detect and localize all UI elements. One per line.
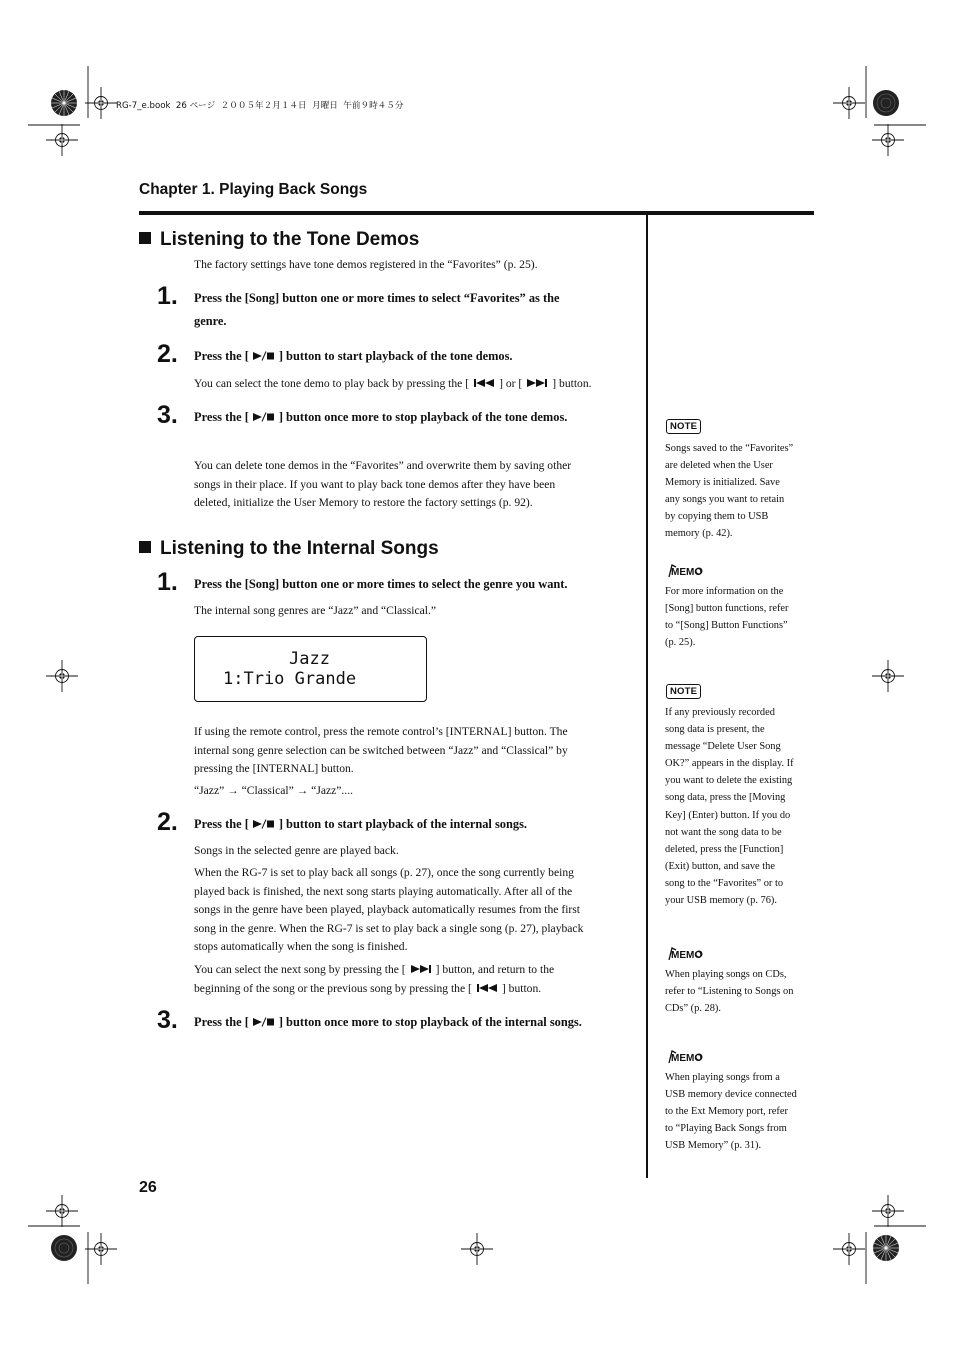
step-text-line: genre. <box>194 314 227 328</box>
memo-icon <box>666 945 704 968</box>
memo-line: to the Ext Memory port, refer <box>665 1106 788 1118</box>
memo-icon-graphic <box>666 1048 704 1066</box>
step-number: 3. <box>157 1006 178 1034</box>
paragraph-line: deleted, initialize the User Memory to restore the factory settings (p. 92). <box>194 496 533 510</box>
step-text <box>194 1011 582 1034</box>
note-line: your USB memory (p. 76). <box>665 895 777 907</box>
memo-line: For more information on the <box>665 586 784 597</box>
memo-line: [Song] button functions, refer <box>665 603 789 615</box>
paragraph-line: stops automatically when the song is finished. <box>194 940 408 954</box>
note-line: (Exit) button, and save the <box>665 860 775 872</box>
memo-line: USB Memory” (p. 31). <box>665 1140 762 1152</box>
paragraph-line: internal song genre selection can be switched between “Jazz” and “Classical” by <box>194 743 568 757</box>
step-text <box>194 287 559 333</box>
paragraph-line: If using the remote control, press the remote control’s [INTERNAL] button. The <box>194 725 568 738</box>
note-line: Memory is initialized. Save <box>665 477 780 489</box>
paragraph-line <box>194 961 554 980</box>
note-label: NOTE <box>666 684 701 699</box>
memo-icon <box>666 562 704 585</box>
paragraph-line: When the RG-7 is set to play back all songs (p. 27), once the song currently being <box>194 866 574 879</box>
step-subtext: Songs in the selected genre are played back. <box>194 844 399 857</box>
memo-line: USB memory device connected <box>665 1089 797 1101</box>
play-stop-icon <box>249 819 279 829</box>
section-title-internal-songs <box>139 538 439 560</box>
section-bullet <box>139 232 151 244</box>
step-text-part: Press the [ <box>194 817 249 831</box>
text-part: beginning of the song or the previous song by pressing the [ <box>194 981 472 995</box>
memo-line: When playing songs on CDs, <box>665 969 787 980</box>
step-text-part: Press the [ <box>194 349 249 363</box>
column-divider <box>646 215 648 1178</box>
step-text: Press the [Song] button one or more times to select the genre you want. <box>194 577 568 591</box>
text-part: ] button, and return to the <box>435 963 555 976</box>
note-line: not want the song data to be <box>665 826 782 838</box>
lcd-display <box>194 636 427 702</box>
step-number: 1. <box>157 282 178 310</box>
memo-line: to “[Song] Button Functions” <box>665 620 788 632</box>
note-icon <box>666 416 701 434</box>
note-line: by copying them to USB <box>665 511 769 523</box>
step-subtext <box>194 375 592 394</box>
step-text-part: Press the [ <box>194 410 249 424</box>
step-text <box>194 406 567 429</box>
sidebar-memo-1 <box>665 583 789 651</box>
paragraph-line: played back is finished, the next song starts playing automatically. After all of the <box>194 884 573 898</box>
step-text <box>194 345 513 368</box>
sidebar-note-2 <box>665 704 794 909</box>
memo-icon-graphic <box>666 562 704 580</box>
memo-line: CDs” (p. 28). <box>665 1003 721 1015</box>
chapter-title: Chapter 1. Playing Back Songs <box>139 181 368 198</box>
note-line: If any previously recorded <box>665 707 775 718</box>
sidebar-note-1 <box>665 440 793 543</box>
play-stop-icon <box>249 1017 279 1027</box>
lcd-line-2: 1:Trio Grande <box>223 669 357 689</box>
note-line: song data, press the [Moving <box>665 792 786 804</box>
note-line: OK?” appears in the display. If <box>665 758 794 770</box>
memo-line: refer to “Listening to Songs on <box>665 986 794 998</box>
subtext-part: ] or [ <box>499 377 523 390</box>
note-line: memory (p. 42). <box>665 528 733 540</box>
paragraph-line: pressing the [INTERNAL] button. <box>194 762 354 776</box>
play-stop-icon <box>249 412 279 422</box>
memo-line: (p. 25). <box>665 637 696 649</box>
subtext-part: ] button. <box>552 377 592 390</box>
section-title-text: Listening to the Tone Demos <box>160 229 420 250</box>
memo-line: to “Playing Back Songs from <box>665 1123 787 1135</box>
step-text-part: Press the [ <box>194 1015 249 1029</box>
note-label: NOTE <box>666 419 701 434</box>
play-stop-icon <box>249 351 279 361</box>
section1-paragraph <box>194 457 571 513</box>
section-bullet <box>139 541 151 553</box>
note-line: song to the “Favorites” or to <box>665 877 784 889</box>
paragraph-line: songs in the genre have been played, playback automatically resumes from the first <box>194 903 581 917</box>
lcd-line-1: Jazz <box>289 649 330 669</box>
paragraph-line: songs in their place. If you want to play back tone demos after they have been <box>194 477 556 491</box>
memo-line: When playing songs from a <box>665 1072 780 1083</box>
step-subtext: The internal song genres are “Jazz” and “Classical.” <box>194 604 437 617</box>
section-title-tone-demos <box>139 229 419 251</box>
note-line: any songs you want to retain <box>665 494 785 506</box>
paragraph-line <box>194 980 554 999</box>
section-title-text: Listening to the Internal Songs <box>160 538 439 559</box>
fast-forward-icon <box>406 964 436 974</box>
step-number: 1. <box>157 568 178 596</box>
step-text-part: ] button to start playback of the tone demos. <box>278 349 513 363</box>
paragraph-line: You can delete tone demos in the “Favorites” and overwrite them by saving other <box>194 459 572 472</box>
memo-icon <box>666 1048 704 1071</box>
note-line: Key] (Enter) button. If you do <box>665 809 791 821</box>
step-number: 2. <box>157 340 178 368</box>
note-line: are deleted when the User <box>665 460 773 472</box>
step-number: 2. <box>157 808 178 836</box>
print-header: RG-7_e.book 26 ページ ２００５年２月１４日 月曜日 午前９時４５分 <box>116 101 404 111</box>
fast-forward-icon <box>522 378 552 388</box>
note-line: song data is present, the <box>665 724 765 736</box>
skip-paragraph <box>194 961 554 998</box>
note-line: Songs saved to the “Favorites” <box>665 443 794 454</box>
rewind-icon <box>472 983 502 993</box>
step-text-line: Press the [Song] button one or more times to select “Favorites” as the <box>194 291 560 305</box>
chapter-rule <box>139 211 814 215</box>
remote-paragraph <box>194 723 568 779</box>
text-part: ] button. <box>501 981 542 995</box>
step-number: 3. <box>157 401 178 429</box>
memo-label: MEMO <box>671 950 703 961</box>
memo-label: MEMO <box>671 567 703 578</box>
step-text-part: ] button once more to stop playback of the internal songs. <box>278 1015 582 1029</box>
note-icon <box>666 681 701 699</box>
note-line: deleted, press the [Function] <box>665 843 784 855</box>
sidebar-memo-2 <box>665 966 793 1017</box>
paragraph-line: song in the genre. When the RG-7 is set to play back a single song (p. 27), playback <box>194 921 584 935</box>
memo-icon-graphic <box>666 945 704 963</box>
text-part: You can select the next song by pressing the [ <box>194 963 406 976</box>
rewind-icon <box>469 378 499 388</box>
note-line: message “Delete User Song <box>665 741 781 753</box>
sidebar-memo-3 <box>665 1069 797 1154</box>
genre-cycle: “Jazz” → “Classical” → “Jazz”.... <box>194 784 354 797</box>
memo-label: MEMO <box>671 1053 703 1064</box>
subtext-part: You can select the tone demo to play back by pressing the [ <box>194 377 470 390</box>
step-text-part: ] button to start playback of the internal songs. <box>278 817 527 831</box>
note-line: you want to delete the existing <box>665 775 793 787</box>
auto-play-paragraph <box>194 864 583 957</box>
step-text <box>194 813 527 836</box>
step-text-part: ] button once more to stop playback of the tone demos. <box>278 410 568 424</box>
page-number: 26 <box>139 1179 157 1196</box>
section1-intro: The factory settings have tone demos registered in the “Favorites” (p. 25). <box>194 258 538 271</box>
